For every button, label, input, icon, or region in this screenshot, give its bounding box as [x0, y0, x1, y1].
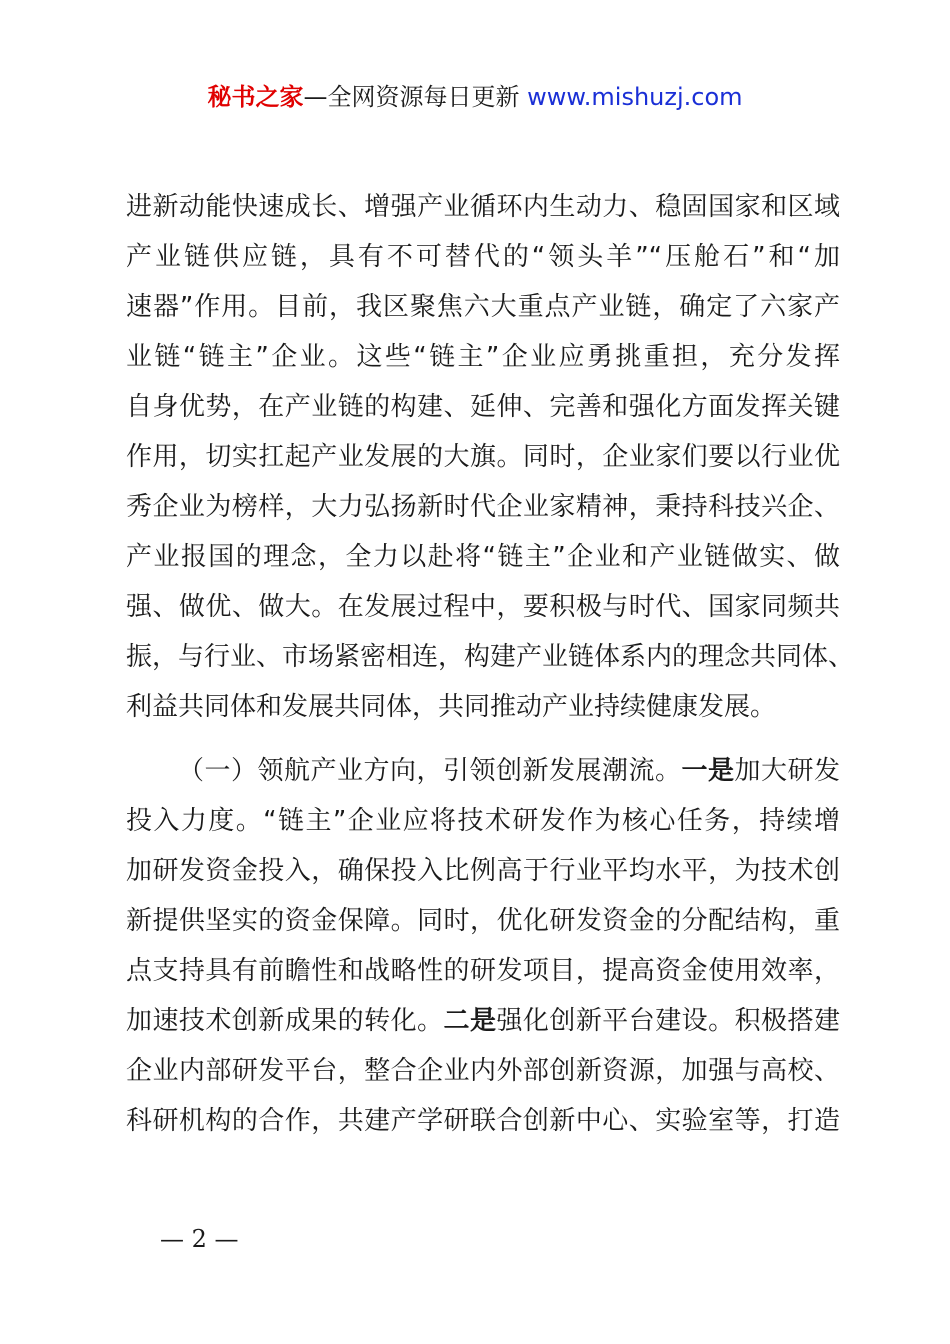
text-line: 加研发资金投入，确保投入比例高于行业平均水平，为技术创	[126, 856, 840, 886]
paragraph-1	[126, 182, 855, 732]
text-line	[126, 746, 840, 796]
text-line: 作用，切实扛起产业发展的大旗。同时，企业家们要以行业优	[126, 442, 840, 472]
page-number: — 2 —	[160, 1225, 239, 1253]
section-heading: （一）领航产业方向，引领创新发展潮流。	[178, 756, 682, 786]
header-tagline: —全网资源每日更新	[303, 83, 520, 111]
text-line: 点支持具有前瞻性和战略性的研发项目，提高资金使用效率，	[126, 956, 840, 986]
text-line	[126, 996, 840, 1046]
text-line: 科研机构的合作，共建产学研联合创新中心、实验室等，打造	[126, 1106, 840, 1136]
text-line: 自身优势，在产业链的构建、延伸、完善和强化方面发挥关键	[126, 392, 840, 422]
text-line: 新提供坚实的资金保障。同时，优化研发资金的分配结构，重	[126, 906, 840, 936]
site-header	[0, 80, 950, 114]
text-line: 秀企业为榜样，大力弘扬新时代企业家精神，秉持科技兴企、	[126, 492, 840, 522]
text-line: 振，与行业、市场紧密相连，构建产业链体系内的理念共同体、	[126, 642, 855, 672]
text-line: 产业报国的理念，全力以赴将“链主”企业和产业链做实、做	[126, 542, 840, 572]
text-line: 强、做优、做大。在发展过程中，要积极与时代、国家同频共	[126, 592, 840, 622]
emphasis-label: 一是	[681, 756, 735, 786]
text-line: 速器”作用。目前，我区聚焦六大重点产业链，确定了六家产	[126, 292, 840, 322]
text-line: 利益共同体和发展共同体，共同推动产业持续健康发展。	[126, 692, 777, 722]
text-span: 加速技术创新成果的转化。	[126, 1006, 444, 1036]
text-span: 强化创新平台建设。积极搭建	[496, 1006, 840, 1036]
paragraph-2	[126, 746, 840, 1146]
brand-name: 秘书之家	[207, 83, 304, 111]
text-span: 加大研发	[734, 756, 840, 786]
emphasis-label: 二是	[443, 1006, 497, 1036]
text-line: 产业链供应链，具有不可替代的“领头羊”“压舱石”和“加	[126, 242, 840, 272]
text-line: 投入力度。“链主”企业应将技术研发作为核心任务，持续增	[126, 806, 840, 836]
text-line: 进新动能快速成长、增强产业循环内生动力、稳固国家和区域	[126, 192, 840, 222]
document-body	[126, 182, 855, 1146]
text-line: 业链“链主”企业。这些“链主”企业应勇挑重担，充分发挥	[126, 342, 840, 372]
site-url-link[interactable]: www.mishuzj.com	[527, 83, 743, 111]
text-line: 企业内部研发平台，整合企业内外部创新资源，加强与高校、	[126, 1056, 840, 1086]
